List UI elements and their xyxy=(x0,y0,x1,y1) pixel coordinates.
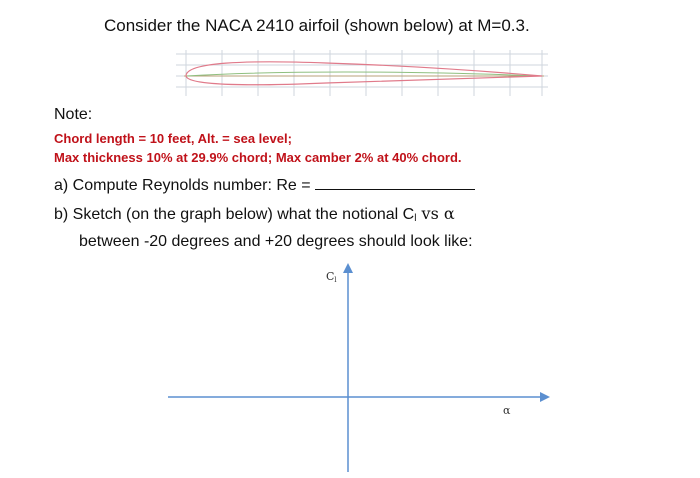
question-a xyxy=(54,175,475,195)
y-axis-label: Cl xyxy=(326,270,337,284)
airfoil-grid xyxy=(176,50,548,96)
x-axis-label: α xyxy=(503,404,511,417)
question-b-line-2: between -20 degrees and +20 degrees should look like: xyxy=(79,233,473,250)
problem-title: Consider the NACA 2410 airfoil (shown below) at M=0.3. xyxy=(104,16,530,35)
camber-line xyxy=(186,72,542,76)
question-b-prefix: b) Sketch (on the graph below) what the notional C xyxy=(54,206,415,223)
question-b xyxy=(54,204,455,224)
question-b-subscript: l xyxy=(414,213,417,224)
note-heading: Note: xyxy=(54,106,93,123)
given-conditions-line-2: Max thickness 10% at 29.9% chord; Max camber 2% at 40% chord. xyxy=(54,150,462,165)
given-conditions-line-1: Chord length = 10 feet, Alt. = sea level; xyxy=(54,131,292,146)
airfoil-diagram xyxy=(176,50,548,96)
x-axis-arrow xyxy=(540,392,550,402)
question-b-suffix: vs α xyxy=(416,204,455,223)
reynolds-answer-blank[interactable] xyxy=(315,175,475,190)
sketch-graph[interactable] xyxy=(160,260,550,475)
y-axis-arrow xyxy=(343,263,353,273)
question-a-text: a) Compute Reynolds number: Re = xyxy=(54,177,316,194)
